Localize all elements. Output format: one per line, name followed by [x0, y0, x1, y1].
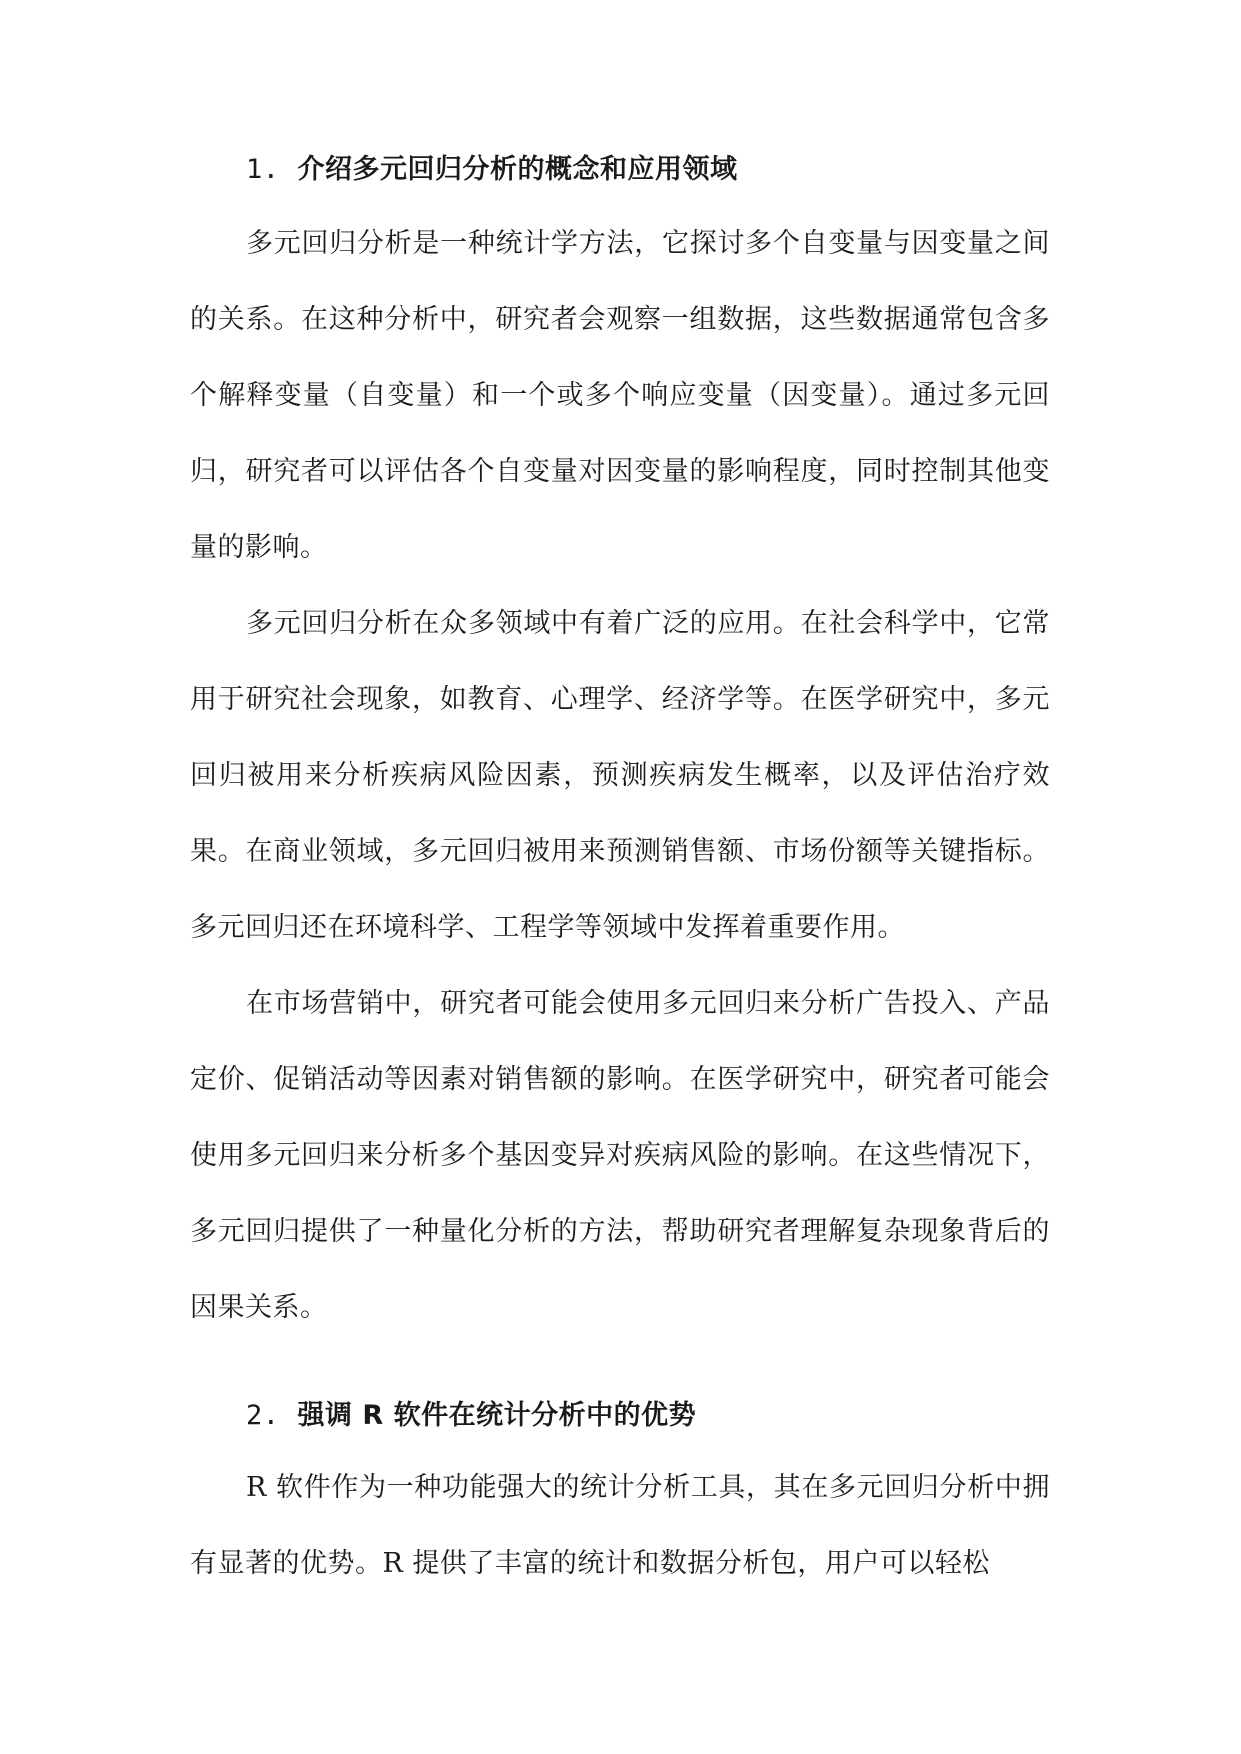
- section-2-title: 强调 R 软件在统计分析中的优势: [297, 1400, 697, 1431]
- document-body: [190, 140, 1050, 1602]
- section-1-number: 1.: [246, 154, 280, 185]
- section-2-paragraph-1: R 软件作为一种功能强大的统计分析工具，其在多元回归分析中拥有显著的优势。R 提供了丰富的统计和数据分析包，用户可以轻松: [190, 1472, 1050, 1579]
- section-1-title: 介绍多元回归分析的概念和应用领域: [297, 154, 738, 185]
- section-1-paragraph-1: 多元回归分析是一种统计学方法，它探讨多个自变量与因变量之间的关系。在这种分析中，研究者会观察一组数据，这些数据通常包含多个解释变量（自变量）和一个或多个响应变量（因变量）。通过多元回归，研究者可以评估各个自变量对因变量的影响程度，同时控制其他变量的影响。: [190, 228, 1050, 563]
- section-1-heading: [190, 140, 1050, 200]
- section-2-heading: [190, 1386, 1050, 1446]
- section-1-paragraph-2: 多元回归分析在众多领域中有着广泛的应用。在社会科学中，它常用于研究社会现象，如教育、心理学、经济学等。在医学研究中，多元回归被用来分析疾病风险因素，预测疾病发生概率，以及评估治疗效果。在商业领域，多元回归被用来预测销售额、市场份额等关键指标。多元回归还在环境科学、工程学等领域中发挥着重要作用。: [190, 608, 1050, 943]
- section-2-number: 2.: [246, 1400, 280, 1431]
- section-1-paragraph-3: 在市场营销中，研究者可能会使用多元回归来分析广告投入、产品定价、促销活动等因素对销售额的影响。在医学研究中，研究者可能会使用多元回归来分析多个基因变异对疾病风险的影响。在这些情况下，多元回归提供了一种量化分析的方法，帮助研究者理解复杂现象背后的因果关系。: [190, 988, 1050, 1323]
